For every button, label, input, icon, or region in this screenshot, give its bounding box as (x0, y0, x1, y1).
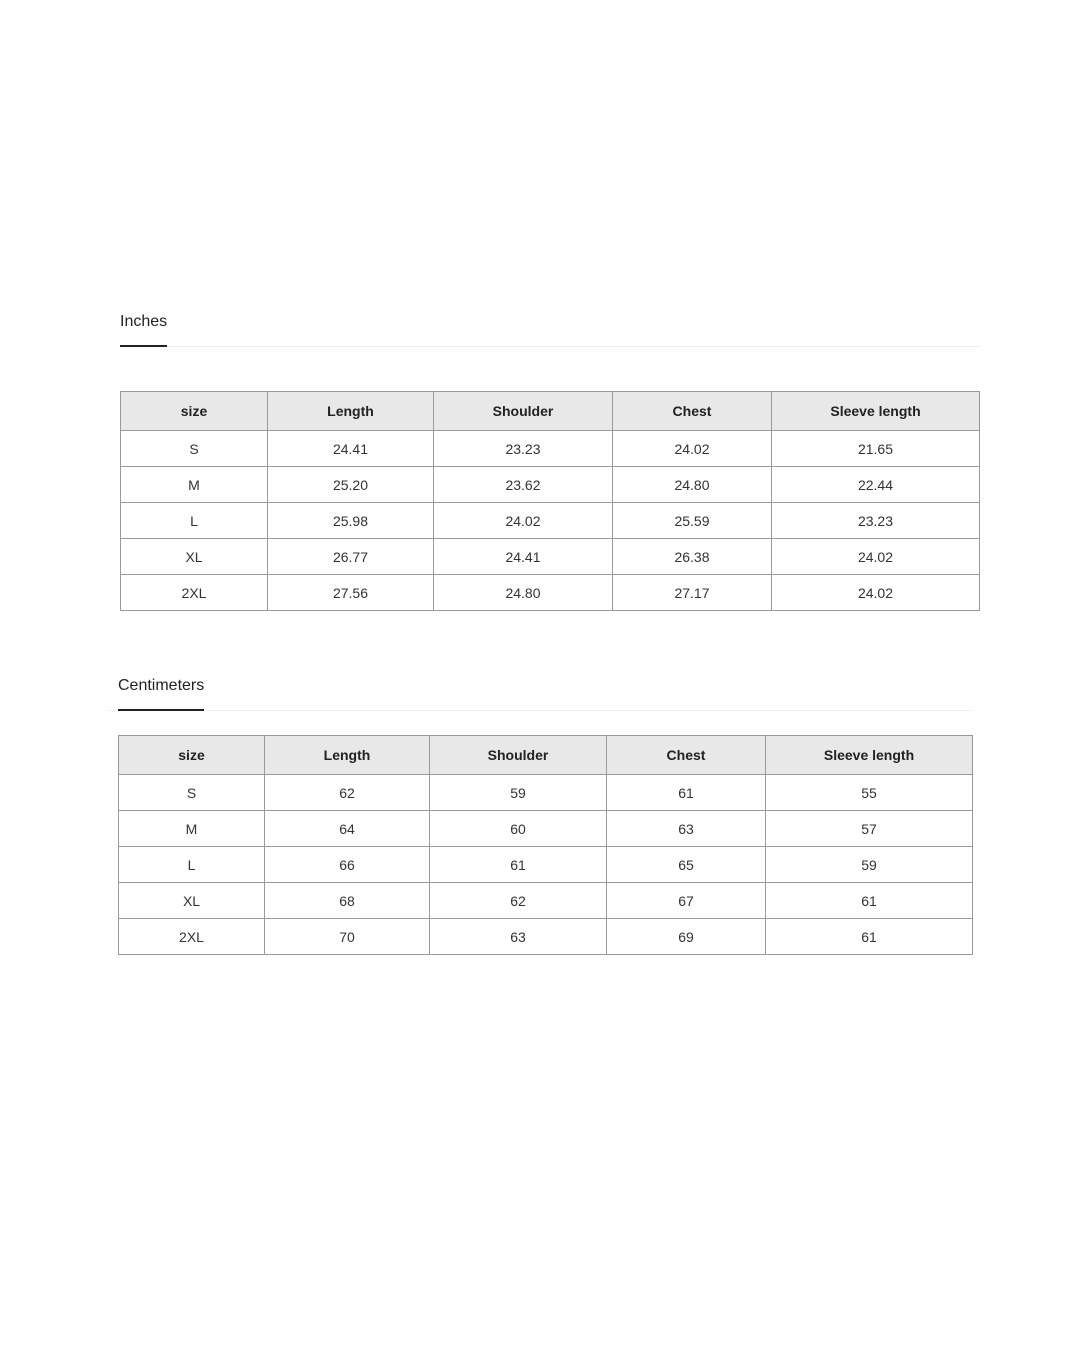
table-row (119, 883, 973, 919)
column-header: Shoulder (434, 392, 613, 431)
table-cell: 2XL (121, 575, 268, 611)
column-header: Shoulder (430, 736, 607, 775)
table-cell: 59 (430, 775, 607, 811)
table-row (119, 811, 973, 847)
table-cell: 23.62 (434, 467, 613, 503)
table-cell: 24.41 (268, 431, 434, 467)
table-cell: 24.02 (772, 575, 980, 611)
column-header: Chest (607, 736, 766, 775)
column-header: Sleeve length (772, 392, 980, 431)
table-cell: 62 (430, 883, 607, 919)
column-header: Length (268, 392, 434, 431)
table-cell: 24.80 (613, 467, 772, 503)
column-header: Chest (613, 392, 772, 431)
table-cell: 24.02 (772, 539, 980, 575)
table-cell: S (121, 431, 268, 467)
table-row (121, 503, 980, 539)
table-row (121, 575, 980, 611)
table-cell: 24.80 (434, 575, 613, 611)
table-cell: 25.59 (613, 503, 772, 539)
table-cell: 25.98 (268, 503, 434, 539)
table-row (119, 919, 973, 955)
table-cell: 24.41 (434, 539, 613, 575)
column-header: Length (265, 736, 430, 775)
table-row (119, 847, 973, 883)
table-cell: 57 (766, 811, 973, 847)
table-cell: 2XL (119, 919, 265, 955)
table-row (121, 431, 980, 467)
table-header-row (121, 392, 980, 431)
table-cell: 60 (430, 811, 607, 847)
table-row (121, 467, 980, 503)
table-row (119, 775, 973, 811)
table-cell: 61 (607, 775, 766, 811)
table-cell: 68 (265, 883, 430, 919)
table-cell: 24.02 (434, 503, 613, 539)
table-cell: 61 (766, 883, 973, 919)
table-cell: XL (119, 883, 265, 919)
table-cell: M (121, 467, 268, 503)
column-header: size (121, 392, 268, 431)
table-cell: 67 (607, 883, 766, 919)
table-cell: 61 (766, 919, 973, 955)
centimeters-section (108, 676, 972, 955)
unit-tab-bar (120, 312, 980, 347)
centimeters-size-table (118, 735, 973, 955)
table-cell: 59 (766, 847, 973, 883)
table-cell: 23.23 (772, 503, 980, 539)
inches-size-table (120, 391, 980, 611)
table-cell: 25.20 (268, 467, 434, 503)
table-cell: 22.44 (772, 467, 980, 503)
table-cell: M (119, 811, 265, 847)
column-header: Sleeve length (766, 736, 973, 775)
column-header: size (119, 736, 265, 775)
table-cell: 55 (766, 775, 973, 811)
table-cell: 21.65 (772, 431, 980, 467)
table-cell: XL (121, 539, 268, 575)
table-cell: 69 (607, 919, 766, 955)
tab-centimeters[interactable]: Centimeters (118, 677, 204, 711)
table-cell: 23.23 (434, 431, 613, 467)
unit-tab-bar (108, 676, 972, 711)
tab-inches[interactable]: Inches (120, 313, 167, 347)
table-cell: 27.17 (613, 575, 772, 611)
table-cell: 66 (265, 847, 430, 883)
table-cell: 63 (607, 811, 766, 847)
table-row (121, 539, 980, 575)
table-header-row (119, 736, 973, 775)
table-cell: S (119, 775, 265, 811)
table-cell: 26.38 (613, 539, 772, 575)
table-cell: 27.56 (268, 575, 434, 611)
table-cell: 65 (607, 847, 766, 883)
table-cell: 63 (430, 919, 607, 955)
table-cell: L (121, 503, 268, 539)
table-cell: 62 (265, 775, 430, 811)
table-cell: L (119, 847, 265, 883)
table-cell: 64 (265, 811, 430, 847)
table-cell: 70 (265, 919, 430, 955)
table-cell: 26.77 (268, 539, 434, 575)
inches-section (120, 312, 980, 611)
table-cell: 61 (430, 847, 607, 883)
table-cell: 24.02 (613, 431, 772, 467)
